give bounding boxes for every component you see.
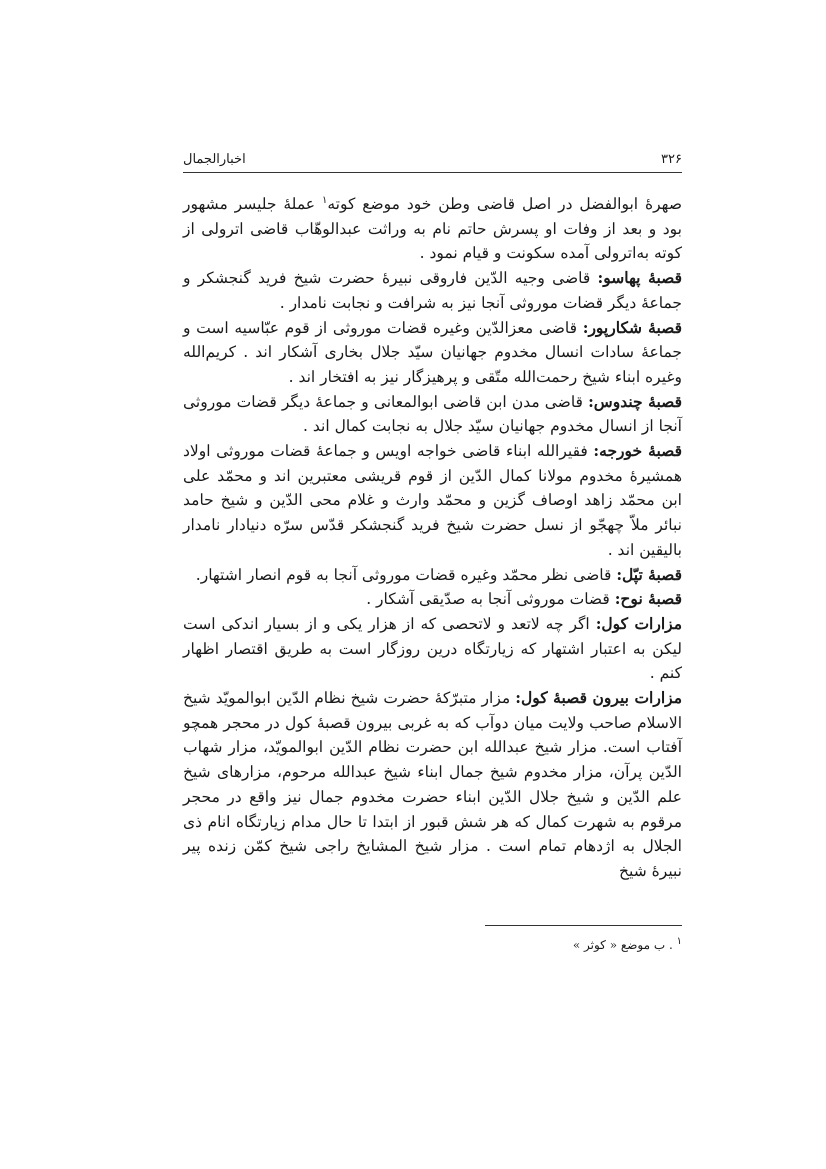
paragraph bbox=[183, 316, 682, 390]
paragraph-text: اگر چه لاتعد و لاتحصی که از هزار یکی و از بسیار اندکی است لیکن به اعتبار اشتهار که زیارتگاه درین روزگار است به طریق اقتصار اظهار کنم . bbox=[183, 614, 682, 683]
paragraph bbox=[183, 192, 682, 266]
footnote bbox=[183, 933, 682, 954]
header-divider bbox=[183, 172, 682, 173]
paragraph-text: مزار متبرّکۀ حضرت شیخ نظام الدّین ابوالمویّد شیخ الاسلام صاحب ولایت میان دوآب که به غربی بیرون قصبۀ کول در محجر همچو آفتاب است. مزار شیخ عبدالله ابن حضرت نظام الدّین ابوالمویّد، مزار شهاب الدّین پرآن، مزار مخدوم شیخ جمال ابناء شیخ عبدالله مرحوم، مزارهای شیخ علم الدّین و شیخ جلال الدّین ابناء حضرت مخدوم جمال نیز واقع در محجر مرقوم به شهرت کمال که هر شش قبور از ابتدا تا حال مدام زیارتگاه انام ذی الجلال به اژدهام تمام است . مزار شیخ المشایخ راجی شیخ کمّن زنده پیر نبیرۀ شیخ bbox=[183, 689, 682, 880]
paragraph-text: قاضی معزالدّین وغیره قضات موروثی از قوم عبّاسیه است و جماعۀ سادات انسال مخدوم جهانیان سیّد جلال بخاری آشکار اند . کریم‌الله وغیره ابناء شیخ رحمت‌الله متّقی و پرهیزگار نیز به افتخار اند . bbox=[183, 318, 682, 386]
place-heading: قصبۀ شکارپور: bbox=[582, 317, 682, 337]
paragraph-text: قضات موروثی آنجا به صدّیقی آشکار . bbox=[366, 590, 615, 609]
running-title: اخبارالجمال bbox=[183, 152, 246, 167]
footnote-divider bbox=[485, 925, 682, 926]
footnote-marker: ۱ bbox=[676, 936, 682, 947]
place-heading: مزارات بیرون قصبۀ کول: bbox=[515, 688, 683, 708]
page-header bbox=[183, 150, 682, 170]
paragraph bbox=[183, 587, 682, 612]
paragraph-text: عملۀ جلیسر مشهور بود و بعد از وفات او پسرش حاتم نام به وراثت عبدالوهّاب قاضی اترولی از کوته به‌اترولی آمده سکونت و قیام نمود . bbox=[183, 195, 682, 263]
paragraph bbox=[183, 686, 682, 884]
paragraph bbox=[183, 266, 682, 315]
paragraph-text: قاضی نظر محمّد وغیره قضات موروثی آنجا به قوم انصار اشتهار. bbox=[195, 565, 617, 584]
paragraph-text: قاضی مدن ابن قاضی ابوالمعانی و جماعۀ دیگر قضات موروثی آنجا از انسال مخدوم جهانیان سیّد جلال به نجابت کمال اند . bbox=[183, 392, 682, 436]
paragraph bbox=[183, 563, 682, 588]
page-number: ۳۲۶ bbox=[661, 152, 682, 167]
place-heading: قصبۀ تپّل: bbox=[616, 564, 682, 584]
paragraph bbox=[183, 390, 682, 439]
place-heading: قصبۀ خورجه: bbox=[593, 441, 682, 461]
place-heading: قصبۀ نوح: bbox=[614, 589, 682, 609]
place-heading: مزارات کول: bbox=[595, 613, 683, 633]
paragraph-text: قاضی وجیه الدّین فاروقی نبیرۀ حضرت شیخ فرید گنجشکر و جماعۀ دیگر قضات موروثی آنجا نیز به شرافت و نجابت نامدار . bbox=[183, 269, 682, 312]
place-heading: قصبۀ چندوس: bbox=[588, 391, 682, 411]
paragraph bbox=[183, 612, 682, 686]
footnote-reference: ۱ bbox=[321, 194, 328, 206]
paragraph bbox=[183, 439, 682, 563]
paragraph-text: فقیرالله ابناء قاضی خواجه اویس و جماعۀ قضات موروثی اولاد همشیرۀ مخدوم مولانا کمال الدّین از قوم قریشی معتبرین اند و محمّد علی ابن محمّد زاهد اوصاف گزین و محمّد وارث و غلام محی الدّین و شیخ حامد نبائر ملاّ چهجّو از نسل حضرت شیخ فرید گنجشکر قدّس سرّه دنیادار نامدار بالیقین اند . bbox=[183, 442, 682, 559]
footnote-text: . ب موضع « کوثر » bbox=[572, 938, 673, 952]
paragraph-text: صهرۀ ابوالفضل در اصل قاضی وطن خود موضع کوته bbox=[327, 195, 682, 213]
place-heading: قصبۀ پهاسو: bbox=[597, 268, 682, 288]
body-text bbox=[183, 192, 682, 884]
